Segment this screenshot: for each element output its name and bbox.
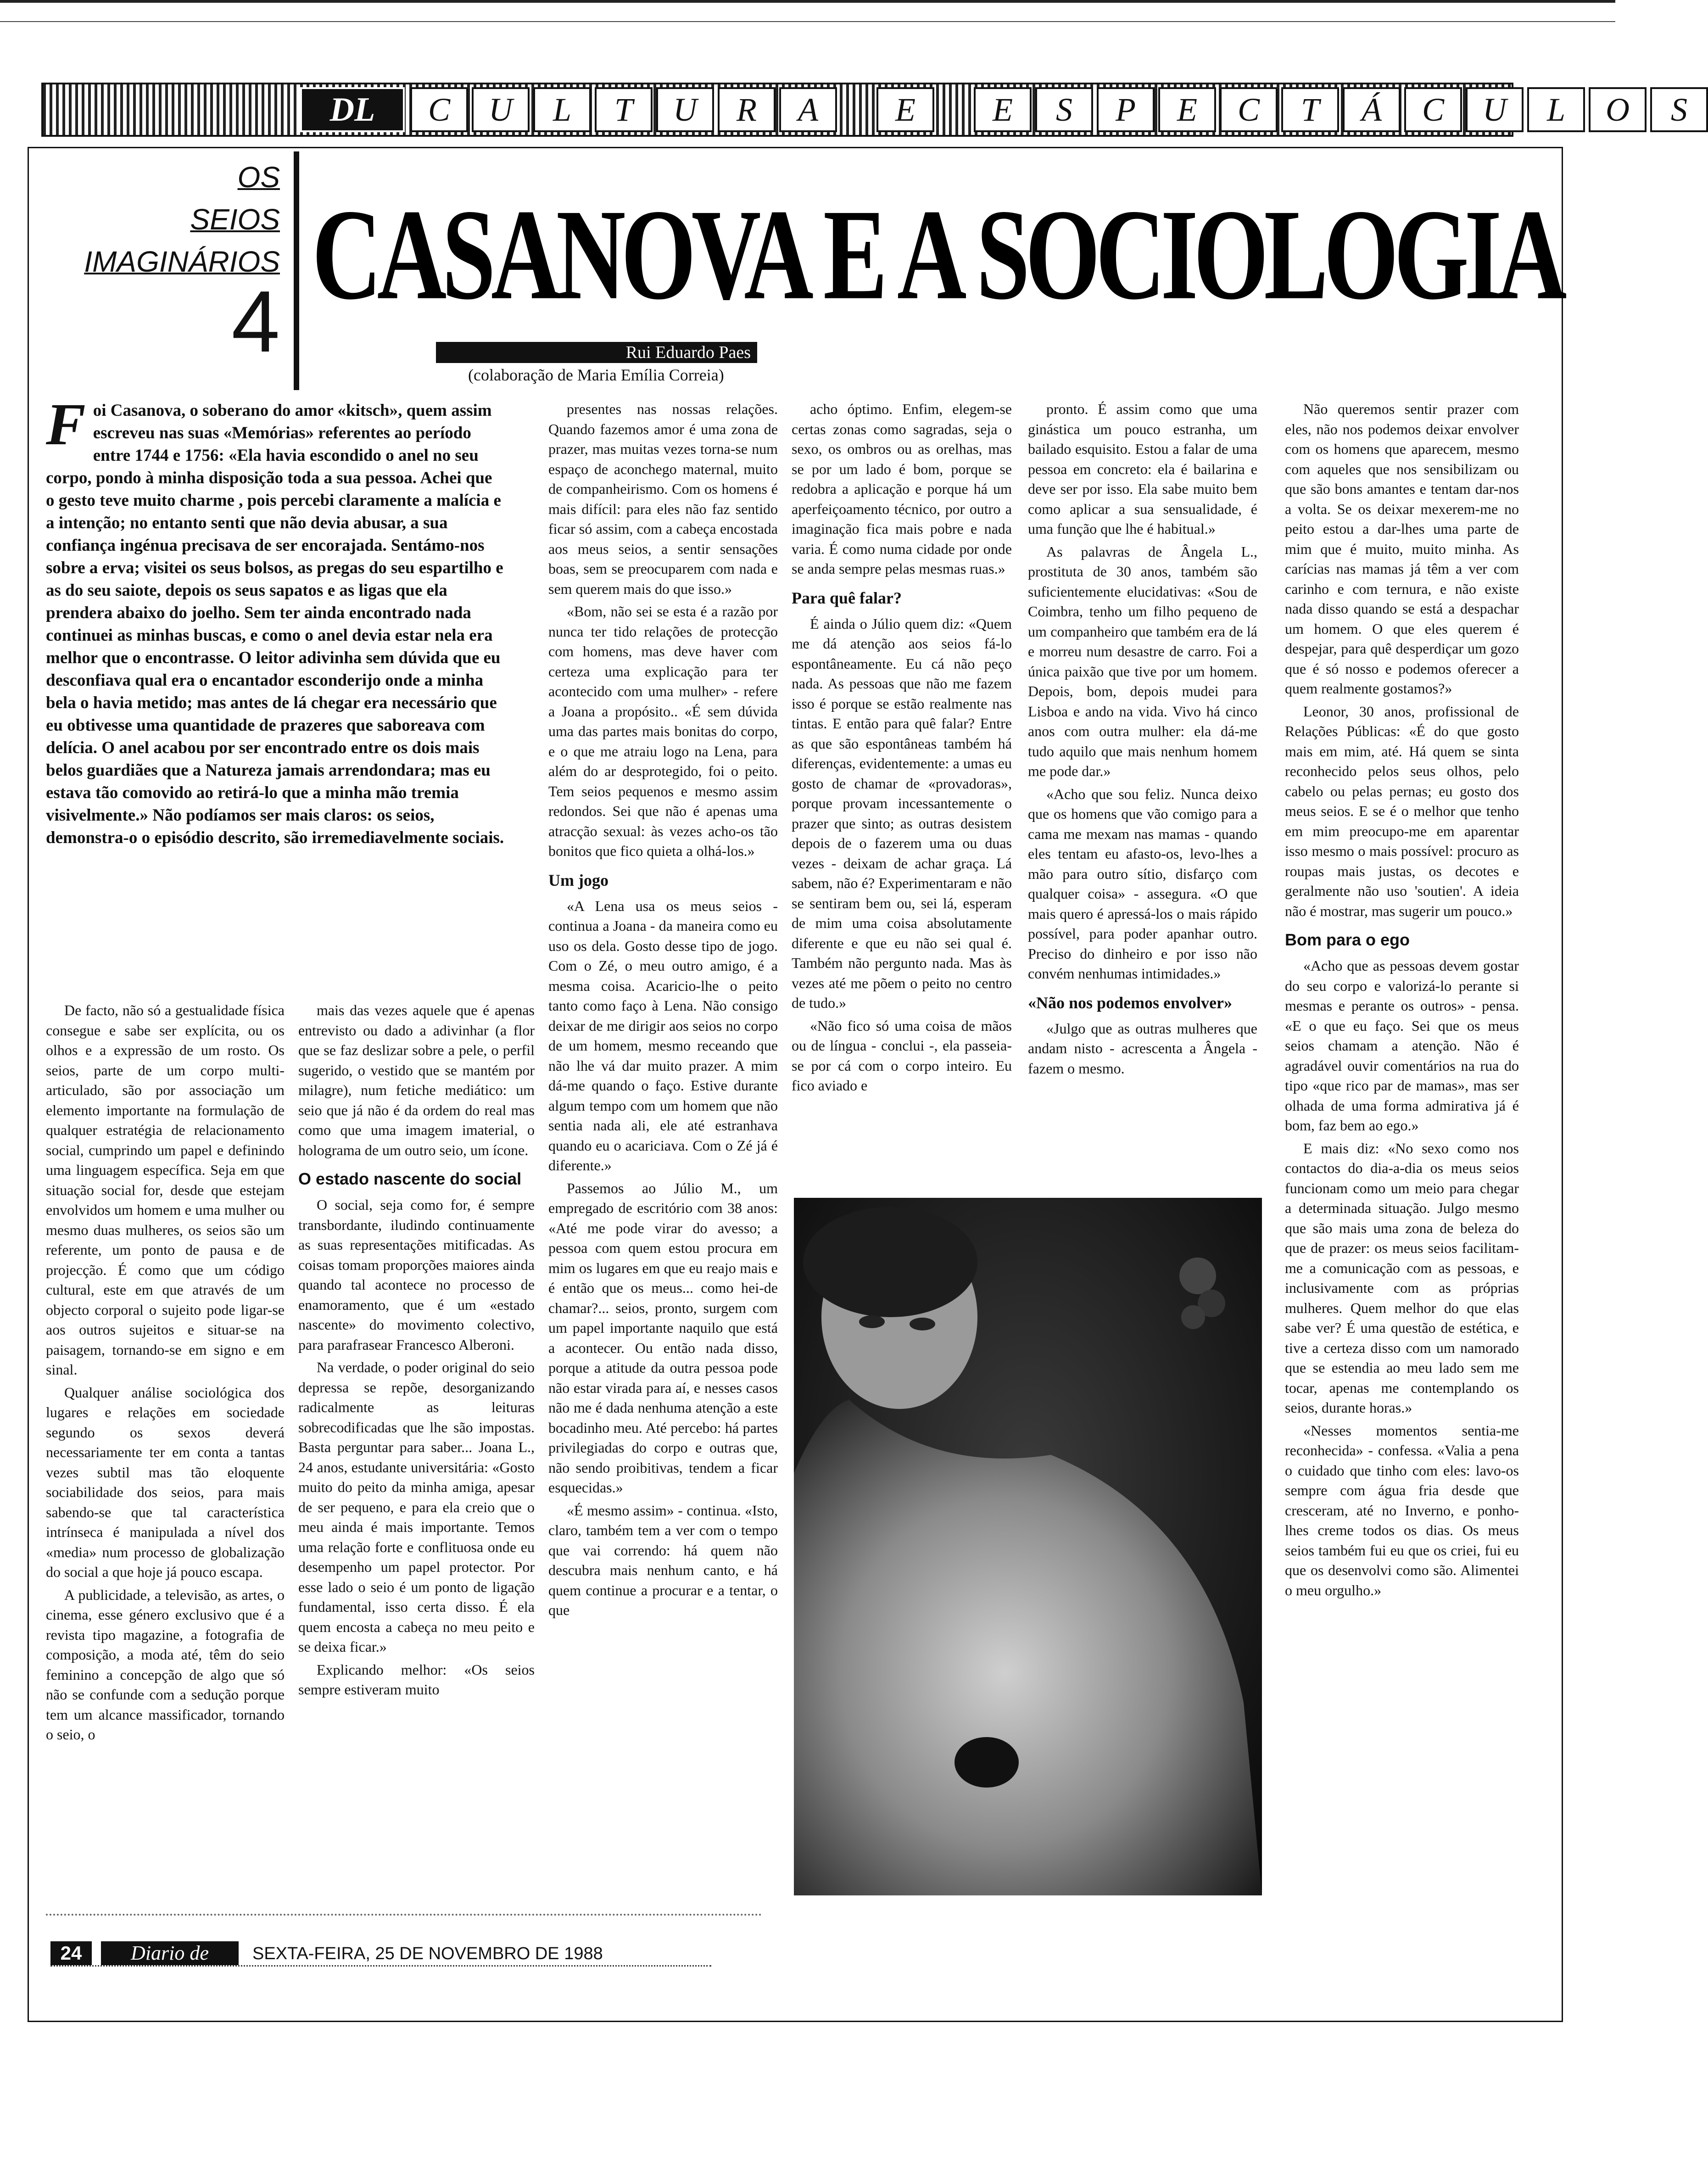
banner-letter: Á — [1343, 87, 1401, 132]
paragraph: Passemos ao Júlio M., um empregado de escritório com 38 anos: «Até me pode virar do avesso; a pessoa com quem estou procura em mim os lugares em que eu reajo mais e é então que os meus... como hei-de chamar?... seios, pronto, surgem com um papel importante naquilo que está a acontecer. Ou então nada disso, porque a atitude da outra pessoa pode não estar virada para aí, e nesses casos não me é dada nenhuma atenção a este bocadinho meu. Até percebo: há partes privilegiadas do corpo e outras que, não sendo proibitivas, tendem a ficar esquecidas.» — [548, 1179, 778, 1496]
page-number: 24 — [50, 1941, 92, 1965]
paragraph: pronto. É assim como que uma ginástica um pouco estranha, um bailado esquisito. Estou a falar de uma pessoa em concreto: ela é bailarina e deve ser por isso. Ela sabe muito bem como aplicar a sua sensualidade, é uma função que lhe é habitual.» — [1028, 401, 1257, 537]
vertical-rule — [294, 151, 299, 390]
banner-letter: C — [1220, 87, 1278, 132]
headline: CASANOVA E A SOCIOLOGIA — [312, 183, 1563, 327]
subheading: «Não nos podemos envolver» — [1028, 993, 1233, 1012]
column-3-bottom — [548, 896, 778, 1621]
column-6 — [1285, 399, 1519, 1603]
banner-letter: R — [718, 87, 776, 132]
banner-letter: E — [1158, 87, 1216, 132]
column-5 — [1028, 399, 1257, 1081]
column-2 — [298, 1000, 535, 1703]
lead-paragraph — [46, 391, 505, 849]
column-5-bottom — [1028, 1019, 1257, 1079]
column-6-bottom — [1285, 956, 1519, 1600]
kicker-line: OS — [237, 161, 280, 194]
paragraph: Explicando melhor: «Os seios sempre estiveram muito — [298, 1661, 535, 1698]
banner-letter: T — [1281, 87, 1339, 132]
paragraph: É ainda o Júlio quem diz: «Quem me dá atenção aos seios fá-lo espontâneamente. Eu cá não peço nada. As pessoas que não me fazem isso é porque se estão realmente nas tintas. E então para quê falar? Entre as que são espontâneas também há diferenças, evidentemente: a umas eu gosto de chamar de «provadoras», porque provam incessantemente o prazer que sinto; as outras desistem depois de o fazerem uma ou duas vezes - deixam de achar graça. Lá sabem, não é? Experimentaram e não se sentiram bem ou, sei lá, esperam de mim uma coisa absolutamente diferente e que eu não sei qual é. Também não pergunto nada. Mas às vezes até me põem o peito no centro de tudo.» — [792, 615, 1012, 1011]
banner-letter: S — [1650, 87, 1708, 132]
banner-letter: L — [1527, 87, 1585, 132]
banner-letter: L — [533, 87, 591, 132]
paragraph: presentes nas nossas relações. Quando fazemos amor é uma zona de prazer, mas muitas vezes torna-se num espaço de aconchego maternal, muito de companheirismo. Com os homens é mais difícil: para eles não faz sentido ficar só assim, com a cabeça encostada aos meus seios, a sentir sensações boas, sem se preocuparem com nada e sem querem mais do que isso.» — [548, 401, 778, 597]
paragraph: Na verdade, o poder original do seio depressa se repõe, desorganizando radicalmente as leituras sobrecodificadas que lhe são impostas. Basta perguntar para saber... Joana L., 24 anos, estudante universitária: «Gosto muito do peito da minha amiga, apesar de ser pequeno, e para ela creio que o meu ainda é mais importante. Temos uma relação forte e conflituosa onde eu desempenho um papel protector. Por esse lado o seio é um ponto de ligação fundamental, isso certa disso. É ela quem encosta a cabeça no meu peito e se deixa ficar.» — [298, 1359, 535, 1655]
banner-gap — [938, 87, 970, 129]
paragraph: Leonor, 30 anos, profissional de Relações Públicas: «É do que gosto mais em mim, até. Há quem se sinta reconhecido pelos seus olhos, pelo cabelo ou pelas pernas; eu gosto dos meus seios. E se é o melhor que tenho em mim preocupo-me em aparentar isso mesmo o mais possível: procuro as roupas mais justas, os decotes e geralmente não uso 'soutien'. A ideia não é mostrar, mas sugerir um pouco.» — [1285, 703, 1519, 919]
column-4-top — [792, 399, 1012, 579]
subheading: O estado nascente do social — [298, 1169, 522, 1188]
column-3 — [548, 399, 778, 1623]
column-4 — [792, 399, 1012, 1099]
banner-letter: C — [410, 87, 468, 132]
page-footer — [50, 1941, 711, 1988]
paragraph: «Acho que sou feliz. Nunca deixo que os homens que vão comigo para a cama me mexam nas mamas - quando eles tentam eu afasto-os, levo-lhes a mão para outro sítio, disfarço com qualquer coisa» - assegura. «O que mais quero é apressá-los o mais rápido possível, para poder apanhar outro. Preciso do dinheiro e por isso não convém nenhumas intimidades.» — [1028, 785, 1257, 982]
section-title — [410, 87, 1708, 132]
issue-date: SEXTA-FEIRA, 25 DE NOVEMBRO DE 1988 — [252, 1944, 603, 1963]
dotted-divider — [46, 1914, 762, 1916]
banner-letter: S — [1035, 87, 1093, 132]
top-rule — [0, 0, 1615, 22]
byline: Rui Eduardo Paes — [436, 342, 757, 363]
column-2-top — [298, 1000, 535, 1160]
paragraph: Não queremos sentir prazer com eles, não nos podemos deixar envolver com os homens que aparecem, mesmo com aqueles que nos sensibilizam ou que são bons amantes e tentam dar-nos a volta. Se os deixar mexerem-me no peito estou a dar-lhes uma parte de mim que é muito, muito minha. As carícias nas mamas já têm a ver com carinho e com ternura, e não existe nada disso quando se está a despachar um homem. O que eles querem é despejar, para quê desperdiçar um gozo que é só nosso e podemos oferecer a quem realmente gostamos?» — [1285, 401, 1519, 697]
newspaper-name: Diario de Lisboa — [101, 1941, 239, 1965]
paragraph: «A Lena usa os meus seios - continua a Joana - da maneira como eu uso os dela. Gosto desse tipo de jogo. Com o Zé, o meu outro amigo, é a mesma coisa. Acaricio-lhe o peito tanto como faço à Lena. Não consigo deixar de me dirigir aos seios no corpo de um homem, mesmo receando que não lhe vá dar muito prazer. A mim dá-me quando o faço. Estive durante algum tempo com um homem que não sentia nada ali, ele até estranhava quando eu o acariciava. Com o Zé já é diferente.» — [548, 897, 778, 1173]
banner-letter: U — [656, 87, 714, 132]
banner-letter: T — [595, 87, 653, 132]
kicker-line: SEIOS — [190, 203, 280, 236]
drop-cap: F — [46, 391, 86, 458]
paragraph: mais das vezes aquele que é apenas entrevisto ou dado a adivinhar (a flor que se faz deslizar sobre a pele, o perfil sugerido, o vestido que se mantém por milagre), num fetiche mediático: um seio que já não é da ordem do real mas como que uma imagem imaterial, o holograma de um outro seio, um ícone. — [298, 1002, 535, 1158]
column-4-bottom — [792, 614, 1012, 1096]
subheading: Um jogo — [548, 871, 608, 889]
paragraph: De facto, não só a gestualidade física consegue e sabe ser explícita, ou os olhos e a expressão de um rosto. Os seios, parte de um corpo multi-articulado, são por associação um elemento importante na formulação de qualquer estratégia de relacionamento social, cumprindo um papel e definindo uma linguagem específica. Seja em que situação social for, desde que estejam envolvidos um homem e uma mulher ou mesmo duas mulheres, os seios são um referente, um ponto de pausa e de projecção. É como que um código cultural, este em que através de um objecto corporal o sujeito pode ligar-se aos outros sujeitos e situar-se na paisagem, tornando-se em signo e em sinal. — [46, 1002, 285, 1378]
column-3-top — [548, 399, 778, 861]
paragraph: As palavras de Ângela L., prostituta de 30 anos, também são suficientemente elucidativas: «Sou de Coimbra, tenho um filho pequeno de um companheiro que também era de lá e morreu num desastre de carro. Foi a única paixão que tive por um homem. Depois, bom, depois mudei para Lisboa e ando na vida. Vivo há cinco anos com outra mulher: ela dá-me tudo aquilo que mais nenhum homem me pode dar.» — [1028, 543, 1257, 779]
article-photo — [794, 1198, 1262, 1895]
lead-text: oi Casanova, o soberano do amor «kitsch», quem assim escreveu nas suas «Memórias» referentes ao período entre 1744 e 1756: «Ela havia escondido o anel no seu corpo, pondo à minha disposição toda a sua pessoa. Achei que o gesto teve muito charme , pois percebi claramente a malícia e a intenção; no entanto senti que não devia abusar, a sua confiança ingénua precisava de ser encorajada. Sentámo-nos sobre a erva; visitei os seus bolsos, as pregas do seu espartilho e as do seu saiote, depois os seus sapatos e as ligas que ela prendera abaixo do joelho. Sem ter ainda encontrado nada continuei as minhas buscas, e como o anel devia estar nela era melhor que o encontrasse. O leitor adivinha sem dúvida que eu desconfiava qual era o encantador esconderijo onde a minha bela o havia metido; mas antes de lá chegar era necessário que eu obtivesse uma quantidade de prazeres que saboreava com delícia. O anel acabou por ser encontrado entre os dois mais belos guardiães que a Natureza jamais arrendondara; mas eu estava tão comovido ao retirá-lo que a minha mão tremia visivelmente.» Não podíamos ser mais claros: os seios, demonstra-o o episódio descrito, são irremediavelmente sociais. — [46, 401, 504, 847]
banner-gap — [841, 87, 873, 129]
paragraph: Qualquer análise sociológica dos lugares e relações em sociedade segundo os sexos deverá necessariamente ter em conta a tantas vezes subtil mas tão eloquente sociabilidade dos seios, para mais sabendo-se que tal característica intrínseca é manipulada a nível dos «media» num processo de globalização do social a que hoje já pouco escapa. — [46, 1384, 285, 1580]
paragraph: E mais diz: «No sexo como nos contactos do dia-a-dia os meus seios funcionam como um meio para chegar a determinada situação. Julgo mesmo que são mais uma zona de beleza do que de prazer: os meus seios facilitam-me a comunicação com as pessoas, e inclusivamente com as próprias mulheres. Quem melhor do que elas sabe ver? É uma questão de estética, e tive a certeza disso com um namorado que se estendia ao meu lado sem me tocar, apenas me contemplando os seios, durante horas.» — [1285, 1140, 1519, 1416]
paragraph: «Julgo que as outras mulheres que andam nisto - acrescenta a Ângela - fazem o mesmo. — [1028, 1020, 1257, 1077]
kicker-line: IMAGINÁRIOS — [84, 245, 280, 278]
paragraph: «Acho que as pessoas devem gostar do seu corpo e valorizá-lo perante si mesmas e perante os outros» - pensa. «E o que eu faço. Sei que os meus seios chamam a atenção. Não é agradável ouvir comentários na rua do tipo «que rico par de mamas», mas ser olhada de uma forma admirativa já é bom, faz bem ao ego.» — [1285, 957, 1519, 1134]
banner-letter: E — [876, 87, 934, 132]
paragraph: O social, seja como for, é sempre transbordante, iludindo continuamente as suas representações mitificadas. As coisas tomam proporções maiores ainda quando tal acontece no processo de enamoramento, que é um «estado nascente» do movimento colectivo, para parafrasear Francesco Alberoni. — [298, 1196, 535, 1353]
banner-letter: O — [1589, 87, 1647, 132]
subheading: Bom para o ego — [1285, 930, 1410, 949]
banner-letter: P — [1097, 87, 1155, 132]
paragraph: «É mesmo assim» - continua. «Isto, claro, também tem a ver com o tempo que vai correndo: há quem não descubra mais nenhum canto, e há quem continue a procurar e a tentar, o que — [548, 1502, 778, 1618]
newspaper-logo: DL — [300, 87, 405, 132]
paragraph: «Não fico só uma coisa de mãos ou de língua - conclui -, ela passeia-se por cá com o corpo inteiro. Eu fico aviado e — [792, 1017, 1012, 1094]
banner-letter: U — [472, 87, 530, 132]
paragraph: «Bom, não sei se esta é a razão por nunca ter tido relações de protecção com homens, mas deve haver com certeza uma explicação para ter acontecido com uma mulher» - refere a Joana a propósito.. «É sem dúvida uma das partes mais bonitas do corpo, e o que me atraiu logo na Lena, para além do ar desprotegido, foi o peito. Tem seios pequenos e mesmo assim redondos. Sei que não é apenas uma atracção sexual: às vezes acho-os tão bonitos que fico quieta a olhá-los.» — [548, 603, 778, 859]
banner-letter: A — [779, 87, 837, 132]
column-1 — [46, 1000, 285, 1748]
paragraph: acho óptimo. Enfim, elegem-se certas zonas como sagradas, seja o sexo, os ombros ou as orelhas, mas se por um lado é bom, porque se redobra a aplicação e porque há um aperfeiçoamento técnico, por outro a imaginação fica mais pobre e nada varia. É como numa cidade por onde se anda sempre pelas mesmas ruas.» — [792, 401, 1012, 577]
column-2-bottom — [298, 1195, 535, 1700]
column-5-top — [1028, 399, 1257, 984]
subheading: Para quê falar? — [792, 588, 902, 607]
section-banner — [41, 83, 1687, 137]
column-6-top — [1285, 399, 1519, 921]
series-kicker — [32, 156, 280, 370]
collaboration-credit: (colaboração de Maria Emília Correia) — [468, 366, 724, 384]
banner-letter: C — [1404, 87, 1462, 132]
banner-letter: E — [974, 87, 1032, 132]
paragraph: «Nesses momentos sentia-me reconhecida» - confessa. «Valia a pena o cuidado que tinho com eles: lavo-os sempre com água fria desde que cresceram, até no Inverno, e ponho-lhes creme todos os dias. Os meus seios também fui eu que os criei, fui eu que os desenvolvi como são. Alimentei o meu orgulho.» — [1285, 1422, 1519, 1598]
series-number: 4 — [231, 273, 280, 370]
banner-letter: U — [1466, 87, 1524, 132]
paragraph: A publicidade, a televisão, as artes, o cinema, esse género exclusivo que é a revista tipo magazine, a fotografia de composição, a moda até, têm do seio feminino a concepção de algo que só não se confunde com a sedução porque tem um alcance massificador, tornando o seio, o — [46, 1586, 285, 1743]
